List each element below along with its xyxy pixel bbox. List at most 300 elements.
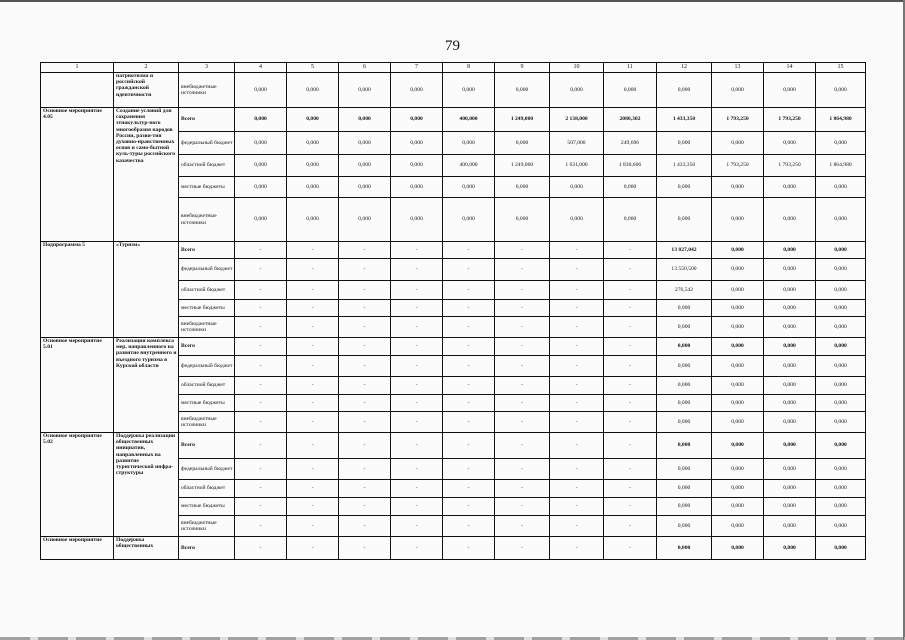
value-cell: - xyxy=(287,356,339,377)
value-cell: - xyxy=(443,259,495,281)
value-cell: - xyxy=(287,537,339,560)
value-cell: - xyxy=(550,377,604,395)
funding-source-label: внебюджетные источники xyxy=(179,412,235,433)
value-cell: 0,000 xyxy=(443,177,495,198)
value-cell: - xyxy=(235,516,287,537)
budget-table xyxy=(40,62,866,560)
value-cell: 0,000 xyxy=(764,259,816,281)
value-cell: - xyxy=(235,338,287,356)
funding-source-label: внебюджетные источники xyxy=(179,516,235,537)
value-cell: 0,000 xyxy=(657,300,712,317)
value-cell: - xyxy=(287,300,339,317)
value-cell: 0,000 xyxy=(657,537,712,560)
value-cell: 0,000 xyxy=(764,395,816,412)
value-cell: - xyxy=(287,459,339,480)
value-cell: 0,000 xyxy=(391,132,443,155)
value-cell: 0,000 xyxy=(287,132,339,155)
value-cell: - xyxy=(550,356,604,377)
value-cell: - xyxy=(287,377,339,395)
value-cell: 0,000 xyxy=(816,300,866,317)
event-code: Основное мероприятие 4.05 xyxy=(41,108,114,242)
value-cell: - xyxy=(443,300,495,317)
value-cell: - xyxy=(339,356,391,377)
table-row xyxy=(41,537,866,560)
column-number: 2 xyxy=(114,63,179,73)
table-row xyxy=(41,338,866,356)
value-cell: - xyxy=(495,300,550,317)
value-cell: 1 249,000 xyxy=(495,155,550,177)
value-cell: - xyxy=(443,356,495,377)
value-cell: - xyxy=(339,480,391,498)
event-code: Подпрограмма 5 xyxy=(41,242,114,338)
value-cell: 2080,302 xyxy=(604,108,657,132)
value-cell: 13 550,500 xyxy=(657,259,712,281)
value-cell: 0,000 xyxy=(764,412,816,433)
value-cell: - xyxy=(443,516,495,537)
value-cell: 1 433,350 xyxy=(657,108,712,132)
value-cell: - xyxy=(550,242,604,259)
value-cell: - xyxy=(443,498,495,516)
value-cell: 0,000 xyxy=(764,317,816,338)
value-cell: - xyxy=(235,395,287,412)
value-cell: 1 830,606 xyxy=(604,155,657,177)
value-cell: 0,000 xyxy=(495,132,550,155)
column-number: 9 xyxy=(495,63,550,73)
value-cell: 0,000 xyxy=(657,338,712,356)
value-cell: 2 138,000 xyxy=(550,108,604,132)
table-row xyxy=(41,433,866,459)
value-cell: - xyxy=(339,459,391,480)
funding-source-label: внебюджетные источники xyxy=(179,317,235,338)
value-cell: 0,000 xyxy=(816,198,866,242)
value-cell: 0,000 xyxy=(235,177,287,198)
value-cell: - xyxy=(495,433,550,459)
value-cell: 0,000 xyxy=(764,516,816,537)
event-code: Основное мероприятие 5.02 xyxy=(41,433,114,537)
value-cell: 0,000 xyxy=(764,459,816,480)
value-cell: - xyxy=(339,300,391,317)
column-number-row xyxy=(41,63,866,73)
value-cell: 0,000 xyxy=(712,338,764,356)
value-cell: - xyxy=(495,395,550,412)
value-cell: - xyxy=(443,242,495,259)
value-cell: - xyxy=(550,338,604,356)
value-cell: 400,000 xyxy=(443,108,495,132)
value-cell: 0,000 xyxy=(816,377,866,395)
value-cell: 0,000 xyxy=(657,459,712,480)
value-cell: 249,696 xyxy=(604,132,657,155)
value-cell: 0,000 xyxy=(712,300,764,317)
value-cell: - xyxy=(443,537,495,560)
value-cell: 0,000 xyxy=(764,480,816,498)
value-cell: - xyxy=(550,459,604,480)
value-cell: 0,000 xyxy=(816,317,866,338)
value-cell: 1 631,000 xyxy=(550,155,604,177)
value-cell: 0,000 xyxy=(816,242,866,259)
value-cell: 0,000 xyxy=(764,377,816,395)
value-cell: - xyxy=(443,281,495,300)
value-cell: - xyxy=(235,480,287,498)
value-cell: 0,000 xyxy=(816,177,866,198)
value-cell: - xyxy=(443,338,495,356)
value-cell: - xyxy=(339,281,391,300)
funding-source-label: Всего xyxy=(179,537,235,560)
value-cell: 0,000 xyxy=(604,177,657,198)
scan-edge-top xyxy=(0,0,905,2)
value-cell: - xyxy=(604,356,657,377)
value-cell: - xyxy=(339,317,391,338)
value-cell: - xyxy=(550,480,604,498)
value-cell: 0,000 xyxy=(657,132,712,155)
value-cell: 0,000 xyxy=(816,73,866,108)
funding-source-label: местные бюджеты xyxy=(179,395,235,412)
value-cell: - xyxy=(495,516,550,537)
value-cell: - xyxy=(339,338,391,356)
event-name: патриотизма и российской гражданской идентичности xyxy=(114,73,179,108)
value-cell: - xyxy=(235,242,287,259)
value-cell: 0,000 xyxy=(657,377,712,395)
value-cell: 0,000 xyxy=(391,177,443,198)
value-cell: - xyxy=(391,516,443,537)
value-cell: 0,000 xyxy=(287,177,339,198)
funding-source-label: областной бюджет xyxy=(179,377,235,395)
value-cell: - xyxy=(604,537,657,560)
value-cell: 0,000 xyxy=(764,132,816,155)
value-cell: - xyxy=(443,317,495,338)
value-cell: - xyxy=(604,395,657,412)
value-cell: - xyxy=(235,498,287,516)
funding-source-label: местные бюджеты xyxy=(179,300,235,317)
value-cell: - xyxy=(287,259,339,281)
value-cell: - xyxy=(550,395,604,412)
value-cell: 0,000 xyxy=(657,177,712,198)
value-cell: 0,000 xyxy=(712,537,764,560)
value-cell: - xyxy=(287,338,339,356)
column-number: 5 xyxy=(287,63,339,73)
value-cell: - xyxy=(443,395,495,412)
value-cell: 0,000 xyxy=(816,498,866,516)
value-cell: 0,000 xyxy=(495,177,550,198)
value-cell: - xyxy=(235,259,287,281)
value-cell: - xyxy=(443,412,495,433)
value-cell: - xyxy=(339,242,391,259)
value-cell: - xyxy=(235,459,287,480)
value-cell: 276,542 xyxy=(657,281,712,300)
value-cell: 0,000 xyxy=(391,108,443,132)
value-cell: 0,000 xyxy=(235,108,287,132)
value-cell: - xyxy=(495,317,550,338)
value-cell: 0,000 xyxy=(764,300,816,317)
value-cell: - xyxy=(443,377,495,395)
value-cell: - xyxy=(550,498,604,516)
table-row xyxy=(41,73,866,108)
value-cell: 0,000 xyxy=(764,281,816,300)
value-cell: - xyxy=(604,433,657,459)
value-cell: - xyxy=(443,459,495,480)
value-cell: - xyxy=(495,356,550,377)
value-cell: - xyxy=(235,317,287,338)
value-cell: 0,000 xyxy=(657,198,712,242)
value-cell: 507,000 xyxy=(550,132,604,155)
funding-source-label: областной бюджет xyxy=(179,155,235,177)
funding-source-label: федеральный бюджет xyxy=(179,356,235,377)
value-cell: 0,000 xyxy=(495,198,550,242)
value-cell: 0,000 xyxy=(712,259,764,281)
value-cell: - xyxy=(391,480,443,498)
funding-source-label: Всего xyxy=(179,108,235,132)
value-cell: - xyxy=(495,459,550,480)
value-cell: 0,000 xyxy=(604,198,657,242)
value-cell: - xyxy=(339,433,391,459)
value-cell: 0,000 xyxy=(235,132,287,155)
value-cell: 0,000 xyxy=(657,412,712,433)
funding-source-label: внебюджетные источники xyxy=(179,198,235,242)
event-name: «Туризм» xyxy=(114,242,179,338)
funding-source-label: федеральный бюджет xyxy=(179,259,235,281)
value-cell: 0,000 xyxy=(657,356,712,377)
value-cell: - xyxy=(235,377,287,395)
funding-source-label: Всего xyxy=(179,433,235,459)
value-cell: 0,000 xyxy=(657,73,712,108)
value-cell: - xyxy=(391,498,443,516)
value-cell: 0,000 xyxy=(287,155,339,177)
value-cell: 0,000 xyxy=(764,433,816,459)
value-cell: - xyxy=(604,317,657,338)
table-row xyxy=(41,108,866,132)
value-cell: - xyxy=(604,242,657,259)
column-number: 6 xyxy=(339,63,391,73)
column-number: 14 xyxy=(764,63,816,73)
value-cell: - xyxy=(604,338,657,356)
value-cell: - xyxy=(550,300,604,317)
value-cell: - xyxy=(235,412,287,433)
value-cell: - xyxy=(391,433,443,459)
value-cell: 0,000 xyxy=(235,155,287,177)
value-cell: 1 433,350 xyxy=(657,155,712,177)
value-cell: 0,000 xyxy=(712,395,764,412)
funding-source-label: местные бюджеты xyxy=(179,498,235,516)
funding-source-label: федеральный бюджет xyxy=(179,132,235,155)
value-cell: 1 793,250 xyxy=(764,155,816,177)
value-cell: 0,000 xyxy=(339,73,391,108)
value-cell: 0,000 xyxy=(816,356,866,377)
value-cell: - xyxy=(495,338,550,356)
event-name: Создание условий для сохранения этнокультур-ного многообразия народов России, разви-тия духовно-нравственных основ и само-бытной куль-туры российского казачества xyxy=(114,108,179,242)
funding-source-label: Всего xyxy=(179,242,235,259)
value-cell: 0,000 xyxy=(495,73,550,108)
value-cell: 0,000 xyxy=(339,108,391,132)
value-cell: 0,000 xyxy=(712,177,764,198)
value-cell: - xyxy=(604,459,657,480)
value-cell: - xyxy=(339,259,391,281)
value-cell: 0,000 xyxy=(764,356,816,377)
column-number: 7 xyxy=(391,63,443,73)
event-code: Основное мероприятие 5.01 xyxy=(41,338,114,433)
value-cell: 0,000 xyxy=(764,498,816,516)
value-cell: 0,000 xyxy=(235,198,287,242)
value-cell: - xyxy=(287,433,339,459)
value-cell: 0,000 xyxy=(816,395,866,412)
column-number: 1 xyxy=(41,63,114,73)
value-cell: 0,000 xyxy=(235,73,287,108)
value-cell: 0,000 xyxy=(712,198,764,242)
value-cell: 1 793,250 xyxy=(764,108,816,132)
value-cell: - xyxy=(495,537,550,560)
column-number: 12 xyxy=(657,63,712,73)
funding-source-label: областной бюджет xyxy=(179,480,235,498)
funding-source-label: местные бюджеты xyxy=(179,177,235,198)
value-cell: - xyxy=(391,356,443,377)
value-cell: 0,000 xyxy=(764,537,816,560)
value-cell: - xyxy=(495,412,550,433)
funding-source-label: Всего xyxy=(179,338,235,356)
value-cell: 1 793,250 xyxy=(712,155,764,177)
value-cell: 0,000 xyxy=(604,73,657,108)
value-cell: - xyxy=(287,317,339,338)
value-cell: 0,000 xyxy=(764,177,816,198)
value-cell: - xyxy=(391,377,443,395)
value-cell: 0,000 xyxy=(339,198,391,242)
value-cell: - xyxy=(287,395,339,412)
value-cell: 0,000 xyxy=(657,498,712,516)
value-cell: - xyxy=(443,433,495,459)
value-cell: - xyxy=(391,281,443,300)
value-cell: 1 793,250 xyxy=(712,108,764,132)
column-number: 8 xyxy=(443,63,495,73)
funding-source-label: областной бюджет xyxy=(179,281,235,300)
event-code: Основное мероприятие xyxy=(41,537,114,560)
value-cell: - xyxy=(495,480,550,498)
value-cell: - xyxy=(495,281,550,300)
value-cell: 0,000 xyxy=(816,537,866,560)
value-cell: - xyxy=(339,412,391,433)
value-cell: - xyxy=(235,537,287,560)
value-cell: 0,000 xyxy=(712,356,764,377)
value-cell: 0,000 xyxy=(443,198,495,242)
value-cell: - xyxy=(339,377,391,395)
value-cell: - xyxy=(287,281,339,300)
value-cell: - xyxy=(550,317,604,338)
value-cell: - xyxy=(391,300,443,317)
value-cell: 0,000 xyxy=(712,317,764,338)
value-cell: 0,000 xyxy=(712,73,764,108)
value-cell: 0,000 xyxy=(657,516,712,537)
value-cell: 0,000 xyxy=(287,73,339,108)
funding-source-label: федеральный бюджет xyxy=(179,459,235,480)
value-cell: - xyxy=(550,259,604,281)
value-cell: 0,000 xyxy=(657,433,712,459)
value-cell: - xyxy=(235,300,287,317)
value-cell: - xyxy=(550,516,604,537)
value-cell: - xyxy=(550,433,604,459)
value-cell: 0,000 xyxy=(391,155,443,177)
value-cell: 0,000 xyxy=(443,132,495,155)
value-cell: 0,000 xyxy=(657,395,712,412)
value-cell: 0,000 xyxy=(764,338,816,356)
column-number: 13 xyxy=(712,63,764,73)
value-cell: 0,000 xyxy=(764,198,816,242)
table-row xyxy=(41,242,866,259)
value-cell: - xyxy=(287,498,339,516)
column-number: 3 xyxy=(179,63,235,73)
value-cell: 0,000 xyxy=(764,242,816,259)
event-name: Поддержка общественных xyxy=(114,537,179,560)
value-cell: 0,000 xyxy=(816,459,866,480)
value-cell: - xyxy=(339,516,391,537)
value-cell: 0,000 xyxy=(816,433,866,459)
value-cell: 0,000 xyxy=(816,516,866,537)
value-cell: 0,000 xyxy=(816,480,866,498)
value-cell: 0,000 xyxy=(712,412,764,433)
funding-source-label: внебюджетные источники xyxy=(179,73,235,108)
value-cell: - xyxy=(339,498,391,516)
value-cell: - xyxy=(604,281,657,300)
value-cell: - xyxy=(391,395,443,412)
value-cell: 0,000 xyxy=(287,198,339,242)
value-cell: 0,000 xyxy=(550,198,604,242)
value-cell: 1 249,000 xyxy=(495,108,550,132)
column-number: 11 xyxy=(604,63,657,73)
value-cell: 0,000 xyxy=(339,177,391,198)
value-cell: - xyxy=(287,516,339,537)
value-cell: - xyxy=(391,338,443,356)
event-name: Реализация комплекса мер, направленного на развитие внутреннего и въездного туризма в Курской области xyxy=(114,338,179,433)
value-cell: 0,000 xyxy=(816,259,866,281)
value-cell: - xyxy=(391,537,443,560)
value-cell: 13 827,042 xyxy=(657,242,712,259)
event-code xyxy=(41,73,114,108)
value-cell: 0,000 xyxy=(550,73,604,108)
value-cell: - xyxy=(604,480,657,498)
value-cell: - xyxy=(391,317,443,338)
value-cell: 0,000 xyxy=(339,155,391,177)
value-cell: 400,000 xyxy=(443,155,495,177)
column-number: 4 xyxy=(235,63,287,73)
value-cell: - xyxy=(550,537,604,560)
value-cell: 0,000 xyxy=(712,498,764,516)
column-number: 10 xyxy=(550,63,604,73)
value-cell: - xyxy=(495,259,550,281)
value-cell: 0,000 xyxy=(391,73,443,108)
event-name: Поддержка реализации общественных инициатив, направленных на развитие туристической инфра-структуры xyxy=(114,433,179,537)
value-cell: - xyxy=(550,281,604,300)
value-cell: - xyxy=(287,412,339,433)
value-cell: - xyxy=(495,242,550,259)
value-cell: - xyxy=(391,459,443,480)
column-number: 15 xyxy=(816,63,866,73)
value-cell: 0,000 xyxy=(816,281,866,300)
value-cell: 0,000 xyxy=(712,516,764,537)
value-cell: - xyxy=(339,395,391,412)
value-cell: - xyxy=(235,356,287,377)
value-cell: - xyxy=(443,480,495,498)
value-cell: 0,000 xyxy=(550,177,604,198)
value-cell: 0,000 xyxy=(712,433,764,459)
value-cell: 0,000 xyxy=(816,132,866,155)
value-cell: 0,000 xyxy=(712,480,764,498)
value-cell: 0,000 xyxy=(339,132,391,155)
value-cell: - xyxy=(391,412,443,433)
value-cell: 0,000 xyxy=(712,377,764,395)
value-cell: - xyxy=(235,433,287,459)
value-cell: 0,000 xyxy=(712,281,764,300)
value-cell: - xyxy=(287,242,339,259)
value-cell: - xyxy=(391,242,443,259)
value-cell: - xyxy=(235,281,287,300)
value-cell: 0,000 xyxy=(764,73,816,108)
value-cell: 0,000 xyxy=(816,412,866,433)
value-cell: - xyxy=(604,300,657,317)
